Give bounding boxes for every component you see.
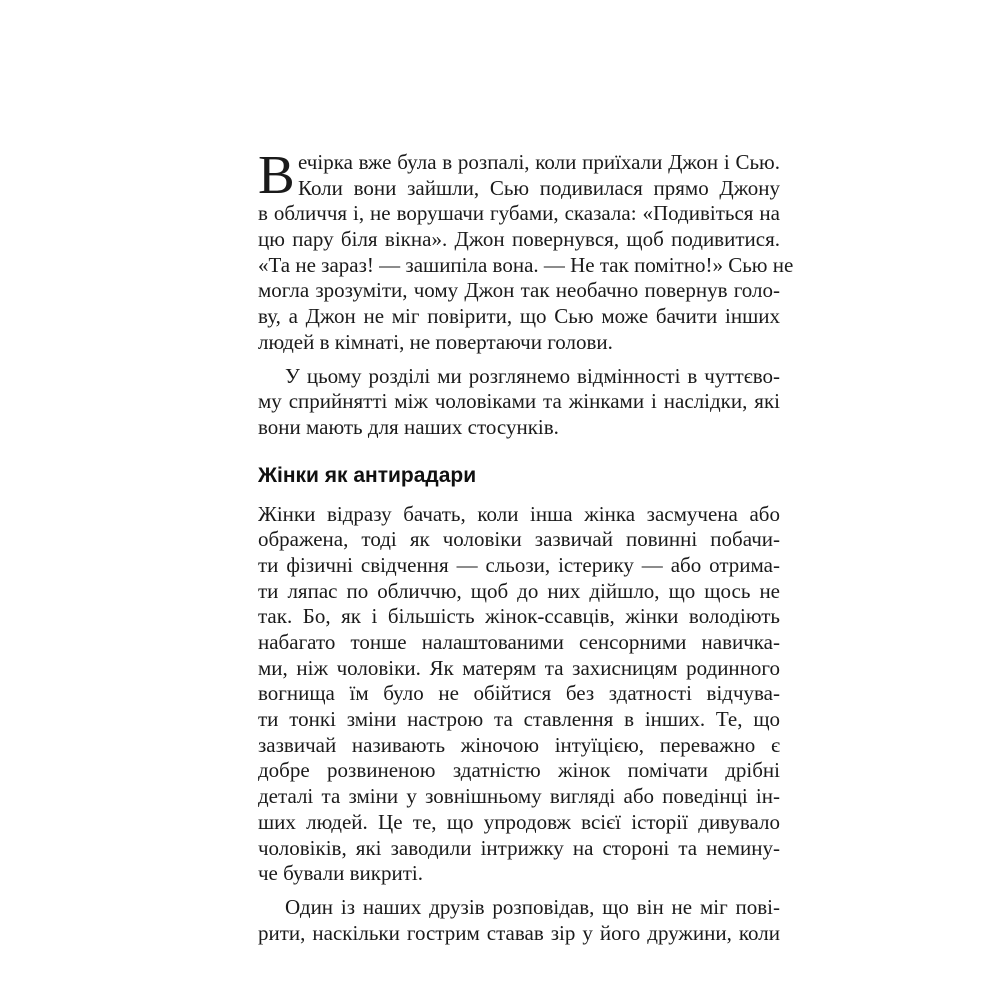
text-line: Жінки відразу бачать, коли інша жінка засмучена або [258,501,780,526]
text-line: ти ляпас по обличчю, щоб до них дійшло, що щось не [258,578,780,603]
intro-paragraph [258,144,794,356]
text-line: Один із наших друзів розповідав, що він не міг пові- [285,894,780,919]
paragraph [258,502,780,887]
text-line: чоловіків, які заводили інтрижку на стороні та немину- [258,835,780,860]
text-line: У цьому розділі ми розглянемо відмінності в чуттєво- [285,363,780,388]
text-line: вогнища їм було не обійтися без здатності відчува- [258,681,780,706]
text-line: ти фізичні свідчення — сльози, істерику — або отрима- [258,552,780,577]
paragraph [258,895,780,946]
text-line: деталі та зміни у зовнішньому вигляді або поведінці ін- [258,784,780,809]
text-line: «Та не зараз! — зашипіла вона. — Не так помітно!» Сью не [258,252,794,277]
section-heading: Жінки як антирадари [258,463,477,487]
text-line: ечірка вже була в розпалі, коли приїхали Джон і Сью. [298,150,780,174]
text-line: набагато тонше налаштованими сенсорними навичка- [258,630,780,654]
text-line: Коли вони зайшли, Сью подивилася прямо Джону [298,175,780,200]
text-line: рити, наскільки гострим ставав зір у його дружини, коли [258,920,780,945]
text-line: людей в кімнаті, не повертаючи голови. [258,329,613,354]
paragraph-spacer [258,887,780,895]
text-line: ображена, тоді як чоловіки зазвичай повинні побачи- [258,527,780,552]
text-line: так. Бо, як і більшість жінок-ссавців, жінки володіють [258,604,780,629]
book-page [258,144,794,946]
text-line: че бували викриті. [258,861,423,886]
text-line: ти тонкі зміни настрою та ставлення в інших. Те, що [258,707,780,732]
text-line: ву, а Джон не міг повірити, що Сью може бачити інших [258,304,780,329]
paragraph-spacer [258,356,780,364]
text-line: цю пару біля вікна». Джон повернувся, щоб подивитися. [258,227,780,252]
text-line: могла зрозуміти, чому Джон так необачно повернув голо- [258,278,780,303]
drop-cap: В [258,144,295,205]
text-line: ших людей. Це те, що упродовж всієї історії дивувало [258,809,780,834]
text-line: добре розвиненою здатністю жінок помічати дрібні [258,758,780,783]
text-line: ми, ніж чоловіки. Як матерям та захисницям родинного [258,655,780,680]
text-line: в обличчя і, не ворушачи губами, сказала: «Подивіться на [258,201,780,226]
paragraph [258,364,780,441]
text-line: вони мають для наших стосунків. [258,414,559,439]
text-line: зазвичай називають жіночою інтуїцією, переважно є [258,732,780,757]
text-line: му сприйнятті між чоловіками та жінками і наслідки, які [258,389,780,414]
